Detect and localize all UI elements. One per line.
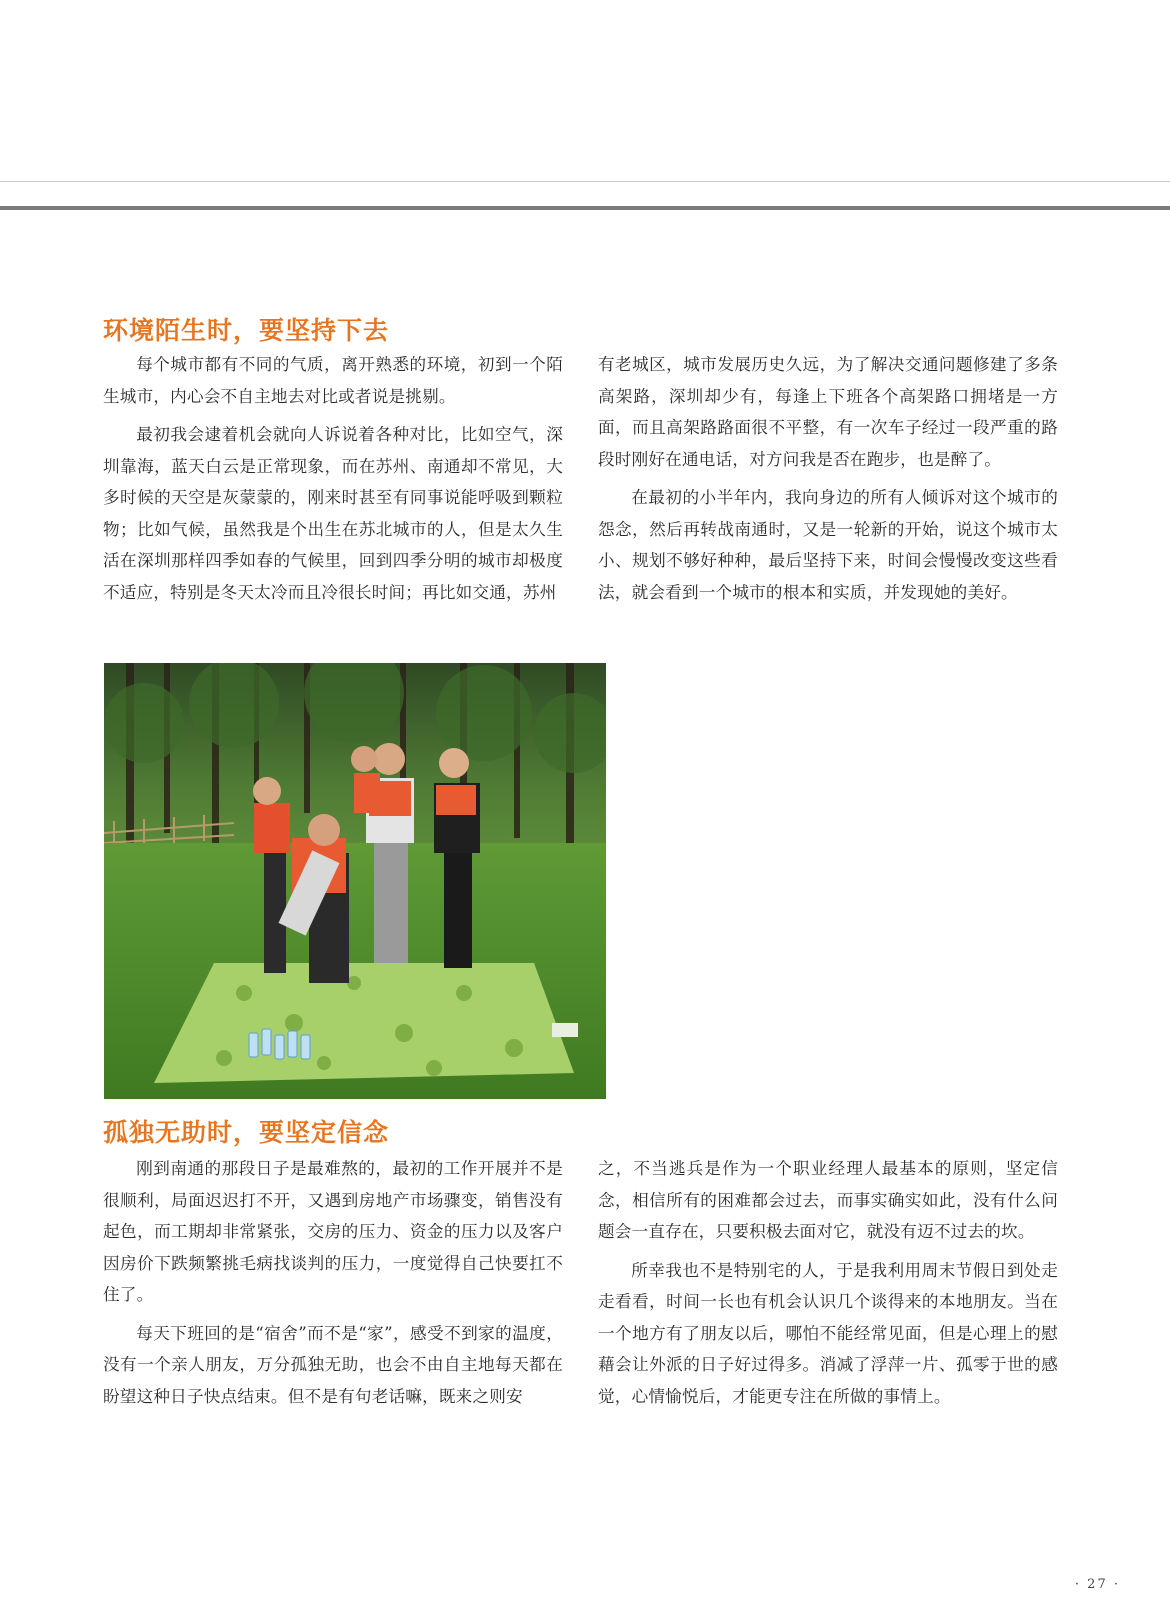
section2-right-column xyxy=(598,1153,1058,1412)
section2-heading: 孤独无助时，要坚定信念 xyxy=(103,1118,390,1147)
section1-heading: 环境陌生时，要坚持下去 xyxy=(103,316,390,345)
paragraph: 之，不当逃兵是作为一个职业经理人最基本的原则，坚定信念，相信所有的困难都会过去，而事实确实如此，没有什么问题会一直存在，只要积极去面对它，就没有迈不过去的坎。 xyxy=(598,1159,1058,1241)
team-building-photo xyxy=(104,663,606,1099)
photo-illustration xyxy=(104,663,606,1099)
section2-left-column xyxy=(103,1153,563,1412)
paragraph: 每个城市都有不同的气质，离开熟悉的环境，初到一个陌生城市，内心会不自主地去对比或者说是挑剔。 xyxy=(103,355,563,406)
paragraph: 所幸我也不是特别宅的人，于是我利用周末节假日到处走走看看，时间一长也有机会认识几个谈得来的本地朋友。当在一个地方有了朋友以后，哪怕不能经常见面，但是心理上的慰藉会让外派的日子好过得多。消减了浮萍一片、孤零于世的感觉，心情愉悦后，才能更专注在所做的事情上。 xyxy=(598,1260,1058,1406)
page-number: · 27 · xyxy=(1074,1577,1120,1592)
header-rule-thick xyxy=(0,206,1170,210)
section1-left-column xyxy=(103,349,563,608)
paragraph: 刚到南通的那段日子是最难熬的，最初的工作开展并不是很顺利，局面迟迟打不开，又遇到房地产市场骤变，销售没有起色，而工期却非常紧张，交房的压力、资金的压力以及客户因房价下跌频繁挑毛病找谈判的压力，一度觉得自己快要扛不住了。 xyxy=(103,1159,563,1304)
paragraph: 最初我会逮着机会就向人诉说着各种对比，比如空气，深圳靠海，蓝天白云是正常现象，而在苏州、南通却不常见，大多时候的天空是灰蒙蒙的，刚来时甚至有同事说能呼吸到颗粒物；比如气候，虽然我是个出生在苏北城市的人，但是太久生活在深圳那样四季如春的气候里，回到四季分明的城市却极度不适应，特别是冬天太冷而且冷很长时间；再比如交通，苏州 xyxy=(103,425,563,602)
header-rule-thin xyxy=(0,181,1170,182)
paragraph: 有老城区，城市发展历史久远，为了解决交通问题修建了多条高架路，深圳却少有，每逢上下班各个高架路口拥堵是一方面，而且高架路路面很不平整，有一次车子经过一段严重的路段时刚好在通电话，对方问我是否在跑步，也是醉了。 xyxy=(598,355,1058,469)
paragraph: 每天下班回的是“宿舍”而不是“家”，感受不到家的温度，没有一个亲人朋友，万分孤独无助，也会不由自主地每天都在盼望这种日子快点结束。但不是有句老话嘛，既来之则安 xyxy=(103,1323,563,1406)
section1-right-column xyxy=(598,349,1058,608)
paragraph: 在最初的小半年内，我向身边的所有人倾诉对这个城市的怨念，然后再转战南通时，又是一轮新的开始，说这个城市太小、规划不够好种种，最后坚持下来，时间会慢慢改变这些看法，就会看到一个城市的根本和实质，并发现她的美好。 xyxy=(598,488,1058,602)
